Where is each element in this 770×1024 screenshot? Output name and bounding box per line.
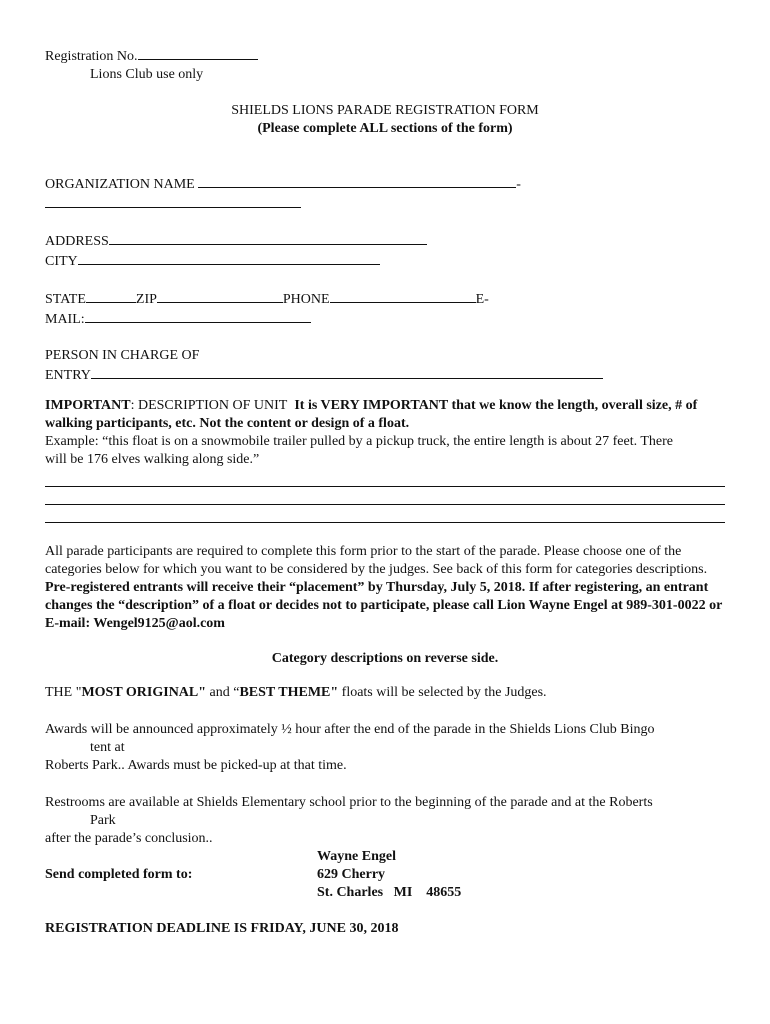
organization-name-row <box>45 174 725 194</box>
restrooms-line-1: Restrooms are available at Shields Elementary school prior to the beginning of the parade and at the Roberts <box>45 795 653 810</box>
restrooms-line-3: after the parade’s conclusion.. <box>45 831 213 846</box>
organization-name-row-2 <box>45 194 725 214</box>
awards-line-3: Roberts Park.. Awards must be picked-up at that time. <box>45 758 347 773</box>
form-subtitle: (Please complete ALL sections of the form) <box>257 121 513 136</box>
city-field[interactable] <box>78 251 380 265</box>
description-line-2[interactable] <box>45 487 725 505</box>
state-zip-phone-row <box>45 289 725 309</box>
send-to-city-state: St. Charles MI 48655 <box>317 885 462 900</box>
important-lead-rest: : DESCRIPTION OF UNIT <box>130 398 288 413</box>
phone-field[interactable] <box>330 289 476 303</box>
email-label-end: MAIL: <box>45 312 85 327</box>
important-lead: IMPORTANT <box>45 398 131 413</box>
category-note: Category descriptions on reverse side. <box>271 651 499 666</box>
send-to-name: Wayne Engel <box>317 849 396 864</box>
person-in-charge-label-1: PERSON IN CHARGE OF <box>45 348 200 363</box>
send-to-block <box>45 848 725 902</box>
email-row <box>45 309 725 329</box>
organization-name-dash: - <box>516 177 521 192</box>
organization-name-label: ORGANIZATION NAME <box>45 177 195 192</box>
email-field[interactable] <box>85 309 311 323</box>
send-to-address <box>317 848 461 902</box>
state-label: STATE <box>45 292 86 307</box>
description-line-1[interactable] <box>45 469 725 487</box>
address-label: ADDRESS <box>45 234 109 249</box>
email-label-start: E- <box>475 292 489 307</box>
awards-line-2: tent at <box>90 740 125 755</box>
address-field[interactable] <box>109 231 427 245</box>
registration-form-page <box>45 46 725 938</box>
form-title: SHIELDS LIONS PARADE REGISTRATION FORM <box>231 103 539 118</box>
organization-name-field-2[interactable] <box>45 194 301 208</box>
themes-text-c: and “ <box>206 685 240 700</box>
themes-text-a: THE " <box>45 685 82 700</box>
address-row <box>45 231 725 251</box>
participants-paragraph: All parade participants are required to complete this form prior to the start of the parade. Please choose one of the categories below for which you want to be considered by the judges. See back of this form for categories descriptions. <box>45 544 708 577</box>
zip-label: ZIP <box>135 292 157 307</box>
zip-field[interactable] <box>157 289 283 303</box>
description-line-3[interactable] <box>45 505 725 523</box>
person-in-charge-field[interactable] <box>91 365 603 379</box>
phone-label: PHONE <box>282 292 330 307</box>
themes-most-original: MOST ORIGINAL" <box>81 685 207 700</box>
state-field[interactable] <box>86 289 136 303</box>
registration-number-label: Registration No. <box>45 49 138 64</box>
city-label: CITY <box>45 254 78 269</box>
lions-club-use-note: Lions Club use only <box>90 67 204 82</box>
send-to-street: 629 Cherry <box>317 867 386 882</box>
themes-best-theme: BEST THEME" <box>239 685 339 700</box>
themes-text-e: floats will be selected by the Judges. <box>338 685 547 700</box>
important-bold-text: It is VERY IMPORTANT that we know the length, overall size, # of walking participants, etc. Not the content or design of a float. <box>45 398 698 431</box>
registration-number-row <box>45 46 725 66</box>
preregistered-paragraph: Pre-registered entrants will receive their “placement” by Thursday, July 5, 2018. If after registering, an entrant changes the “description” of a float or decides not to participate, please call Lion Wayne Engel at 989-301-0022 or E-mail: Wengel9125@aol.com <box>45 580 723 631</box>
send-to-label: Send completed form to: <box>45 867 193 882</box>
organization-name-field[interactable] <box>198 174 516 188</box>
registration-number-field[interactable] <box>138 46 258 60</box>
person-in-charge-label-2: ENTRY <box>45 368 91 383</box>
important-description <box>45 397 725 433</box>
city-row <box>45 251 725 271</box>
person-in-charge-row <box>45 365 725 385</box>
restrooms-line-2: Park <box>90 813 116 828</box>
awards-line-1: Awards will be announced approximately ½ hour after the end of the parade in the Shields Lions Club Bingo <box>45 722 655 737</box>
example-text: Example: “this float is on a snowmobile trailer pulled by a pickup truck, the entire length is about 27 feet. There will be 176 elves walking along side.” <box>45 434 674 467</box>
themes-line <box>45 684 725 702</box>
registration-deadline: REGISTRATION DEADLINE IS FRIDAY, JUNE 30, 2018 <box>45 921 399 936</box>
